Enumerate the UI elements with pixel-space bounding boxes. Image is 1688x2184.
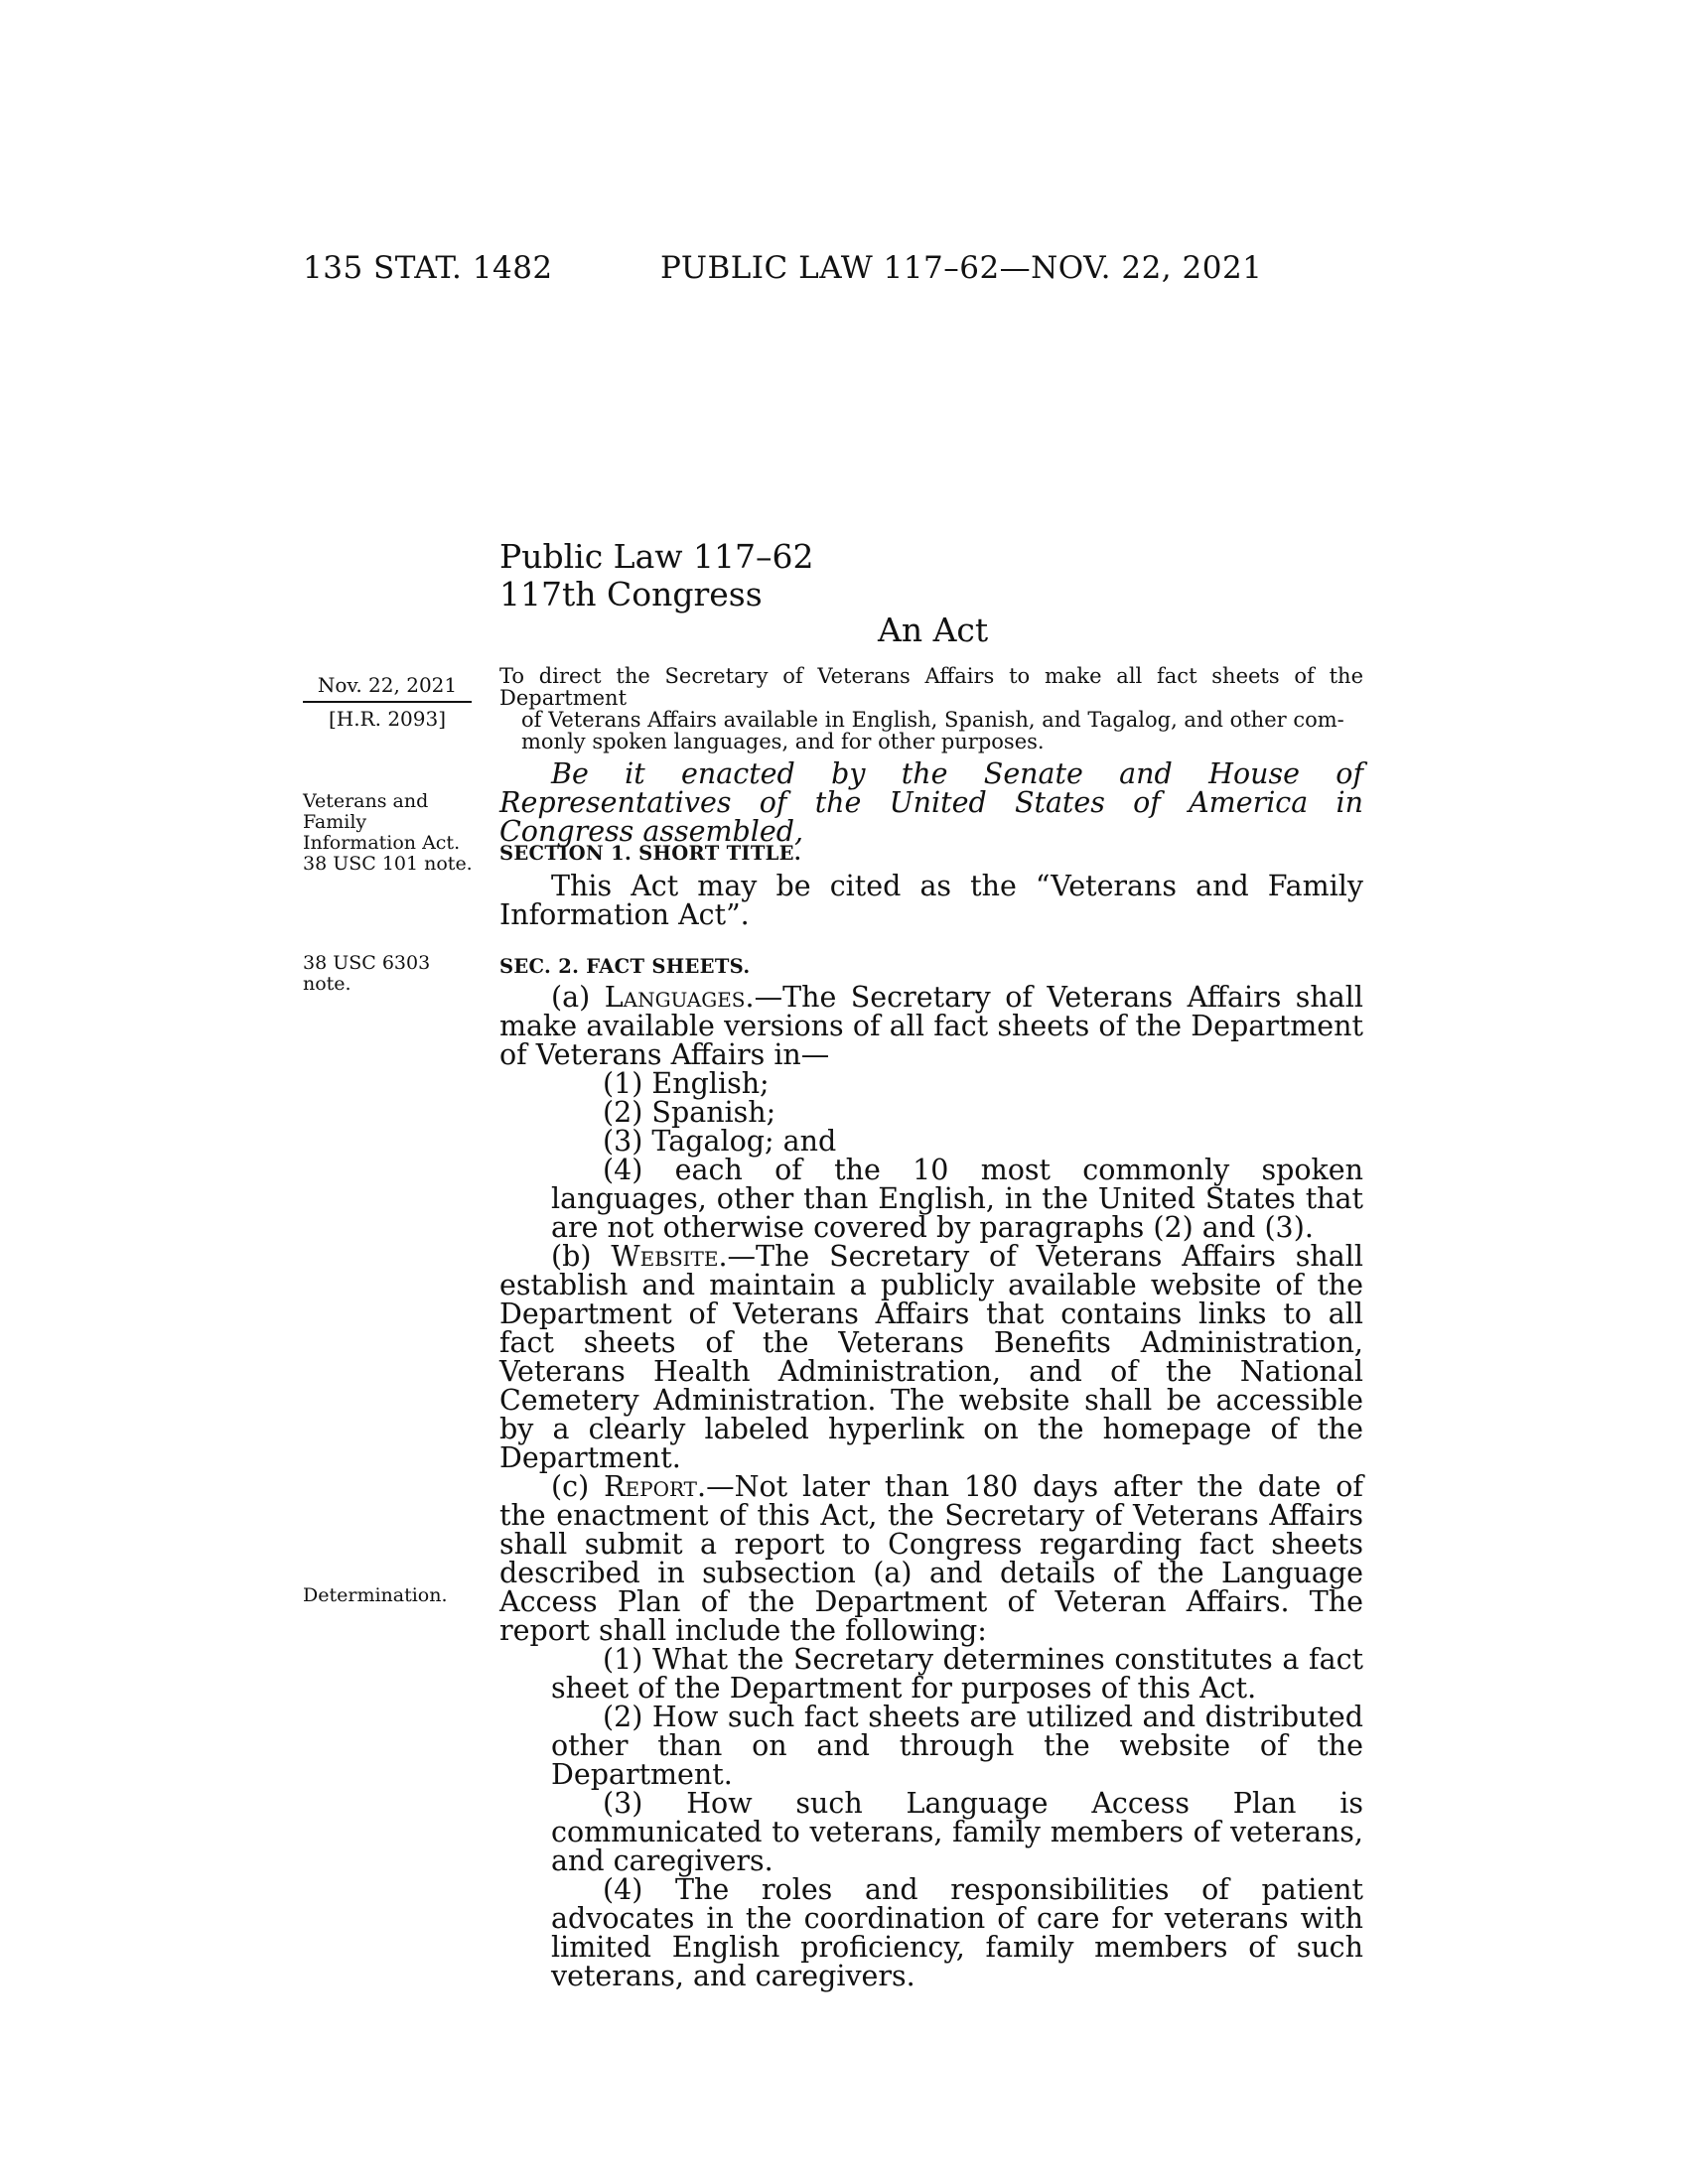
subsection-a-caption: Languages	[604, 981, 746, 1014]
subsection-a-label: (a)	[551, 981, 605, 1014]
act-label: An Act	[878, 611, 989, 649]
long-title-line-2: of Veterans Affairs available in English, Spanish, and Tagalog, and other com-	[521, 708, 1344, 732]
section1-body	[499, 872, 1363, 929]
enacting-clause	[499, 759, 1363, 846]
list-item: (2) How such fact sheets are utilized and distributed other than on and through the website of the Department.	[551, 1701, 1363, 1791]
list-item: (4) The roles and responsibilities of patient advocates in the coordination of care for veterans with limited English proficiency, family members of such veterans, and caregivers.	[551, 1873, 1363, 1992]
section1-text: This Act may be cited as the “Veterans and Family Information Act”.	[499, 870, 1363, 931]
margin-note-line: note.	[303, 973, 352, 995]
margin-note-line: 38 USC 101 note.	[303, 853, 473, 875]
margin-note-line: Veterans and	[303, 790, 429, 812]
list-item: (1) English;	[603, 1067, 770, 1100]
bill-number: [H.R. 2093]	[328, 707, 447, 731]
stat-page-number: 135 STAT. 1482	[303, 250, 553, 286]
long-title	[499, 665, 1363, 752]
congress: 117th Congress	[499, 575, 763, 614]
section1-heading: SECTION 1. SHORT TITLE.	[499, 842, 801, 865]
margin-note-line: Information Act.	[303, 832, 461, 854]
section2-heading: SEC. 2. FACT SHEETS.	[499, 955, 751, 978]
subsection-c-text: .—Not later than 180 days after the date of the enactment of this Act, the Secretary of Veterans Affairs shall submit a report to Congress regarding fact sheets described in subsection (a) and details of the Language Access Plan of the Department of Veteran Affairs. The report shall include the following:	[499, 1470, 1363, 1647]
subsection-c-caption: Report	[604, 1470, 698, 1503]
margin-note-short-title	[303, 791, 473, 875]
subsection-c-label: (c)	[551, 1470, 605, 1503]
enacting-clause-text: Be it enacted by the Senate and House of Representatives of the United States of America in Congress assembled,	[499, 757, 1363, 848]
margin-note-determination: Determination.	[303, 1584, 448, 1606]
law-number: Public Law 117–62	[499, 537, 814, 576]
list-item: (4) each of the 10 most commonly spoken languages, other than English, in the United States that are not otherwise covered by paragraphs (2) and (3).	[551, 1154, 1363, 1244]
margin-note-line: 38 USC 6303	[303, 952, 431, 974]
list-item: (3) Tagalog; and	[603, 1125, 837, 1158]
margin-date-bill	[303, 675, 472, 730]
subsection-c	[499, 1472, 1363, 1645]
subsection-b-caption: Website	[611, 1240, 719, 1273]
subsection-a-text: .—The Secretary of Veterans Affairs shall make available versions of all fact sheets of the Department of Veterans Affairs in—	[499, 981, 1363, 1071]
subsection-a	[499, 983, 1363, 1069]
margin-note-line: Family	[303, 811, 367, 833]
margin-note-sec2	[303, 953, 430, 995]
subsection-b	[499, 1242, 1363, 1472]
list-item: (2) Spanish;	[603, 1096, 776, 1129]
subsection-b-label: (b)	[551, 1240, 612, 1273]
long-title-line-3: monly spoken languages, and for other purposes.	[521, 730, 1045, 753]
enactment-date: Nov. 22, 2021	[303, 675, 472, 703]
section2-body	[499, 983, 1363, 1990]
list-item: (3) How such Language Access Plan is communicated to veterans, family members of veterans, and caregivers.	[551, 1787, 1363, 1877]
long-title-line-1: To direct the Secretary of Veterans Affairs to make all fact sheets of the Department	[499, 664, 1363, 710]
subsection-b-text: .—The Secretary of Veterans Affairs shall establish and maintain a publicly available website of the Department of Veterans Affairs that contains links to all fact sheets of the Veterans Benefits Administration, Veterans Health Administration, and of the National Cemetery Administration. The website shall be accessible by a clearly labeled hyperlink on the homepage of the Department.	[499, 1240, 1363, 1474]
list-item: (1) What the Secretary determines constitutes a fact sheet of the Department for purposes of this Act.	[551, 1643, 1363, 1705]
running-title: PUBLIC LAW 117–62—NOV. 22, 2021	[660, 250, 1263, 286]
